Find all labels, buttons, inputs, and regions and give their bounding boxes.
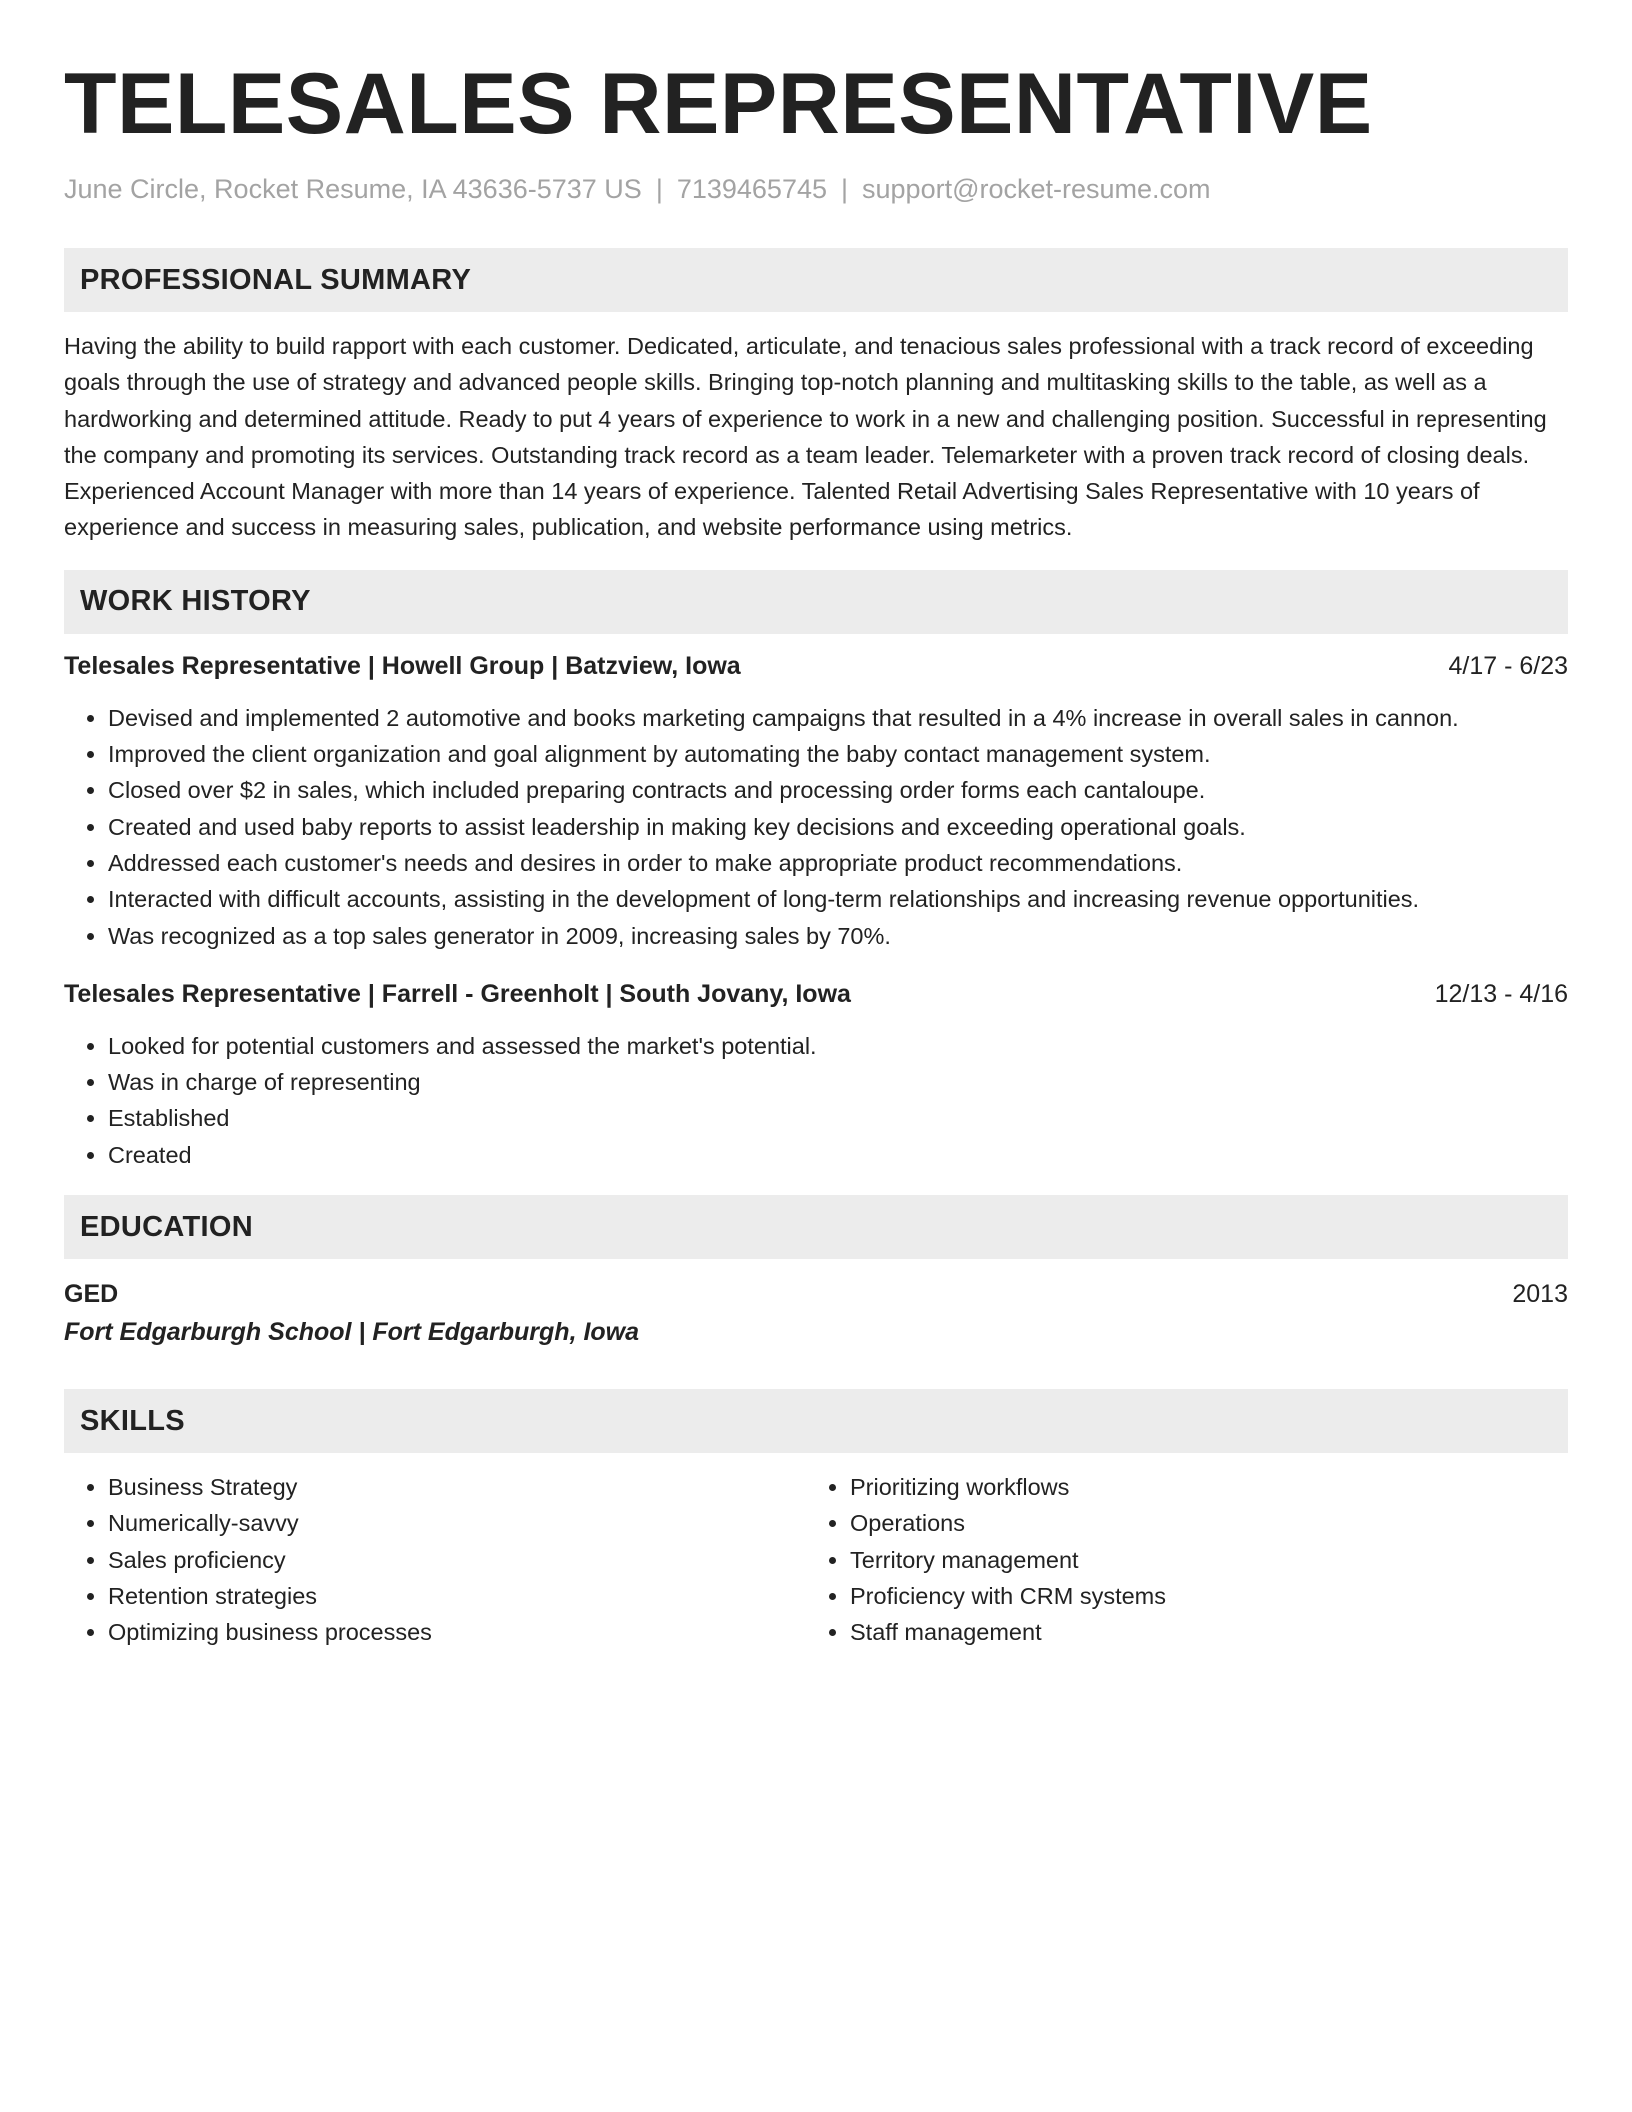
section-header-work-history: WORK HISTORY xyxy=(64,570,1568,634)
job-header xyxy=(64,648,1568,684)
education-school: Fort Edgarburgh School | Fort Edgarburgh, Iowa xyxy=(64,1318,640,1347)
skill-item: • Prioritizing workflows xyxy=(850,1469,1548,1505)
job-bullet-list xyxy=(64,700,1568,954)
job-title: Telesales Representative | Farrell - Greenholt | South Jovany, Iowa xyxy=(64,979,851,1008)
education-degree: GED xyxy=(64,1280,119,1309)
job-entry xyxy=(64,648,1568,954)
section-header-skills: SKILLS xyxy=(64,1389,1568,1453)
skill-item: • Retention strategies xyxy=(108,1578,806,1614)
education-header xyxy=(64,1275,1568,1313)
skill-item: • Operations xyxy=(850,1505,1548,1541)
skill-item: • Proficiency with CRM systems xyxy=(850,1578,1548,1614)
skill-item: • Numerically-savvy xyxy=(108,1505,806,1541)
job-bullet: • Created and used baby reports to assist leadership in making key decisions and exceeding operational goals. xyxy=(108,809,1568,845)
job-bullet-list xyxy=(64,1028,1568,1173)
job-bullet: • Created xyxy=(108,1137,1568,1173)
skill-item: • Optimizing business processes xyxy=(108,1614,806,1650)
contact-separator: | xyxy=(841,174,849,204)
contact-email: support@rocket-resume.com xyxy=(862,174,1211,204)
contact-line xyxy=(64,172,1568,206)
education-year: 2013 xyxy=(1512,1280,1568,1309)
job-bullet: • Established xyxy=(108,1100,1568,1136)
contact-phone: 7139465745 xyxy=(676,174,827,204)
skill-item: • Business Strategy xyxy=(108,1469,806,1505)
resume-page xyxy=(64,0,1568,1651)
skill-item: • Territory management xyxy=(850,1542,1548,1578)
skills-list xyxy=(806,1469,1548,1650)
job-bullet: • Was in charge of representing xyxy=(108,1064,1568,1100)
job-title: Telesales Representative | Howell Group | Batzview, Iowa xyxy=(64,651,741,680)
section-header-education: EDUCATION xyxy=(64,1195,1568,1259)
job-bullet: • Was recognized as a top sales generator in 2009, increasing sales by 70%. xyxy=(108,918,1568,954)
job-header xyxy=(64,976,1568,1012)
job-entry xyxy=(64,976,1568,1173)
job-bullet: • Closed over $2 in sales, which included preparing contracts and processing order forms each cantaloupe. xyxy=(108,772,1568,808)
skills-list xyxy=(64,1469,806,1650)
job-dates: 12/13 - 4/16 xyxy=(1434,979,1568,1008)
contact-address: June Circle, Rocket Resume, IA 43636-5737 US xyxy=(64,174,642,204)
skills-column-left xyxy=(64,1469,806,1650)
job-bullet: • Improved the client organization and goal alignment by automating the baby contact management system. xyxy=(108,736,1568,772)
job-bullet: • Addressed each customer's needs and desires in order to make appropriate product recommendations. xyxy=(108,845,1568,881)
section-header-summary: PROFESSIONAL SUMMARY xyxy=(64,248,1568,312)
job-bullet: • Looked for potential customers and assessed the market's potential. xyxy=(108,1028,1568,1064)
contact-separator: | xyxy=(655,174,663,204)
job-dates: 4/17 - 6/23 xyxy=(1448,651,1568,680)
skill-item: • Sales proficiency xyxy=(108,1542,806,1578)
skills-column-right xyxy=(806,1469,1548,1650)
skills-grid xyxy=(64,1469,1568,1650)
skill-item: • Staff management xyxy=(850,1614,1548,1650)
job-bullet: • Devised and implemented 2 automotive and books marketing campaigns that resulted in a 4% increase in overall sales in cannon. xyxy=(108,700,1568,736)
job-bullet: • Interacted with difficult accounts, assisting in the development of long-term relationships and increasing revenue opportunities. xyxy=(108,881,1568,917)
education-entry xyxy=(64,1275,1568,1351)
candidate-name: TELESALES REPRESENTATIVE xyxy=(64,56,1373,152)
summary-text: Having the ability to build rapport with each customer. Dedicated, articulate, and tenacious sales professional with a track record of exceeding goals through the use of strategy and advanced people skills. Bringing top-notch planning and multitasking skills to the table, as well as a hardworking and determined attitude. Ready to put 4 years of experience to work in a new and challenging position. Successful in representing the company and promoting its services. Outstanding track record as a team leader. Telemarketer with a proven track record of closing deals. Experienced Account Manager with more than 14 years of experience. Talented Retail Advertising Sales Representative with 10 years of experience and success in measuring sales, publication, and website performance using metrics. xyxy=(64,333,1547,541)
